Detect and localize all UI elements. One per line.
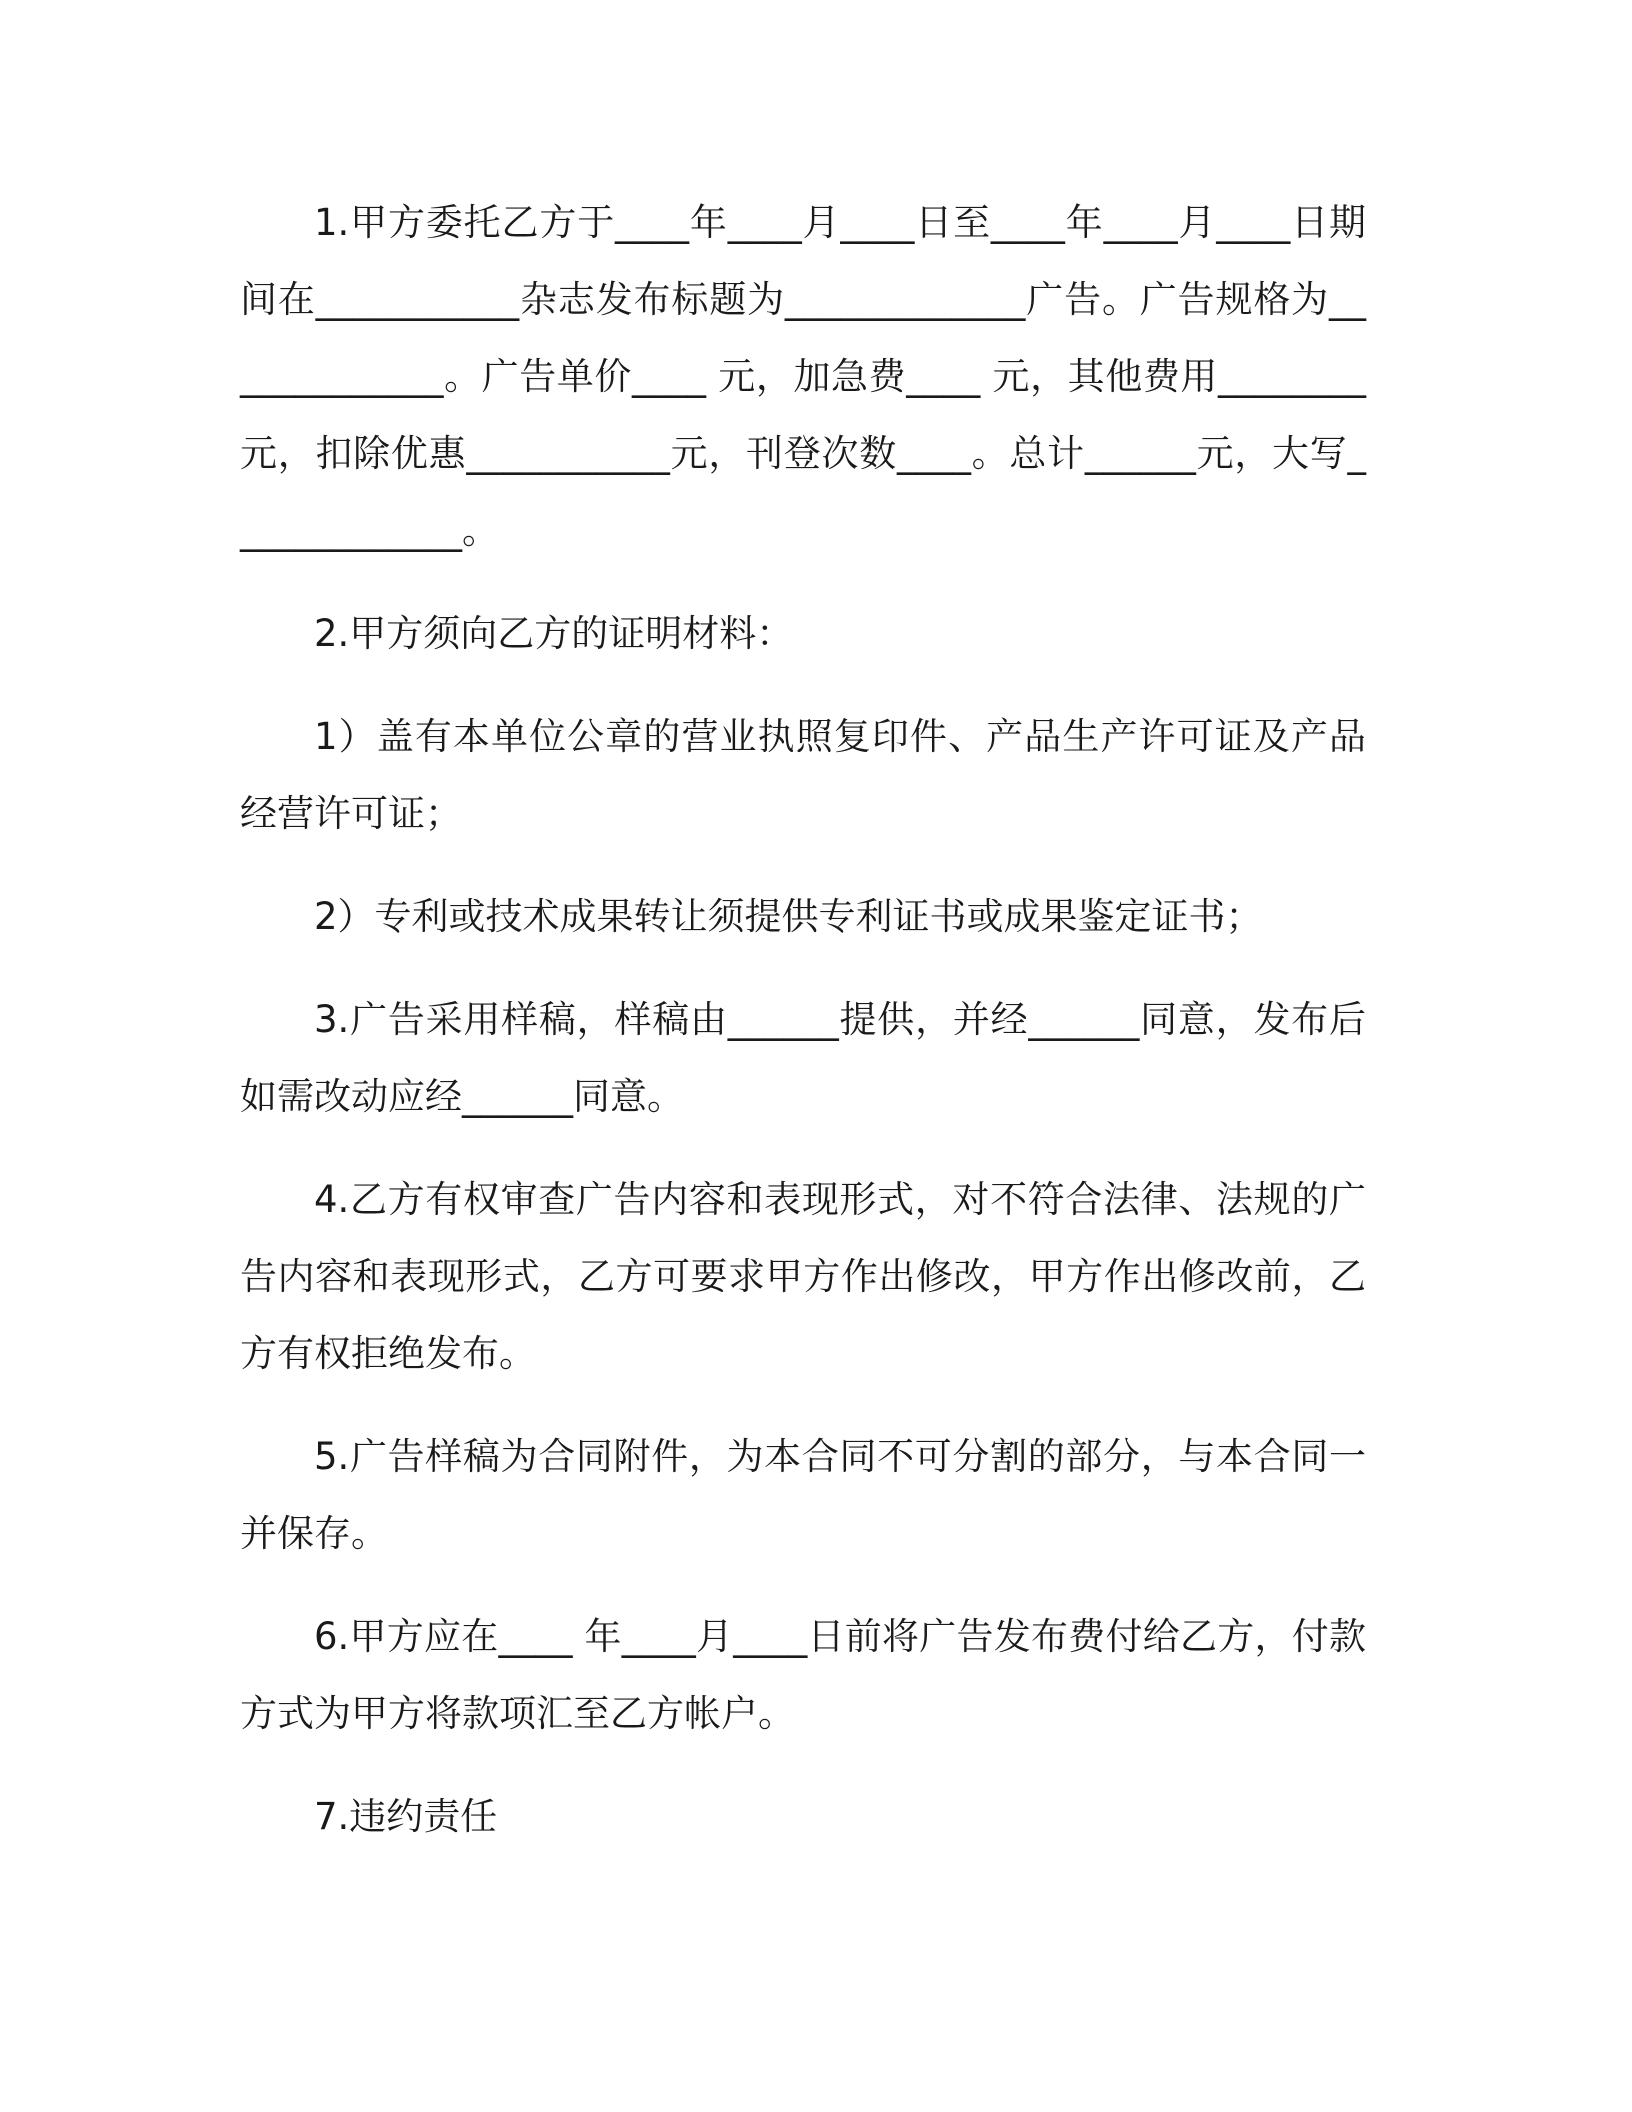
clause-1-paragraph: 1.甲方委托乙方于____年____月____日至____年____月____日期间在___________杂志发布标题为_____________广告。广告规格为_____________。广告单价____ 元，加急费____ 元，其他费用________元，扣除优惠___________元，刊登次数____。总计______元，大写_____________。 bbox=[240, 201, 1366, 552]
clause-4-paragraph: 4.乙方有权审查广告内容和表现形式，对不符合法律、法规的广告内容和表现形式，乙方可要求甲方作出修改，甲方作出修改前，乙方有权拒绝发布。 bbox=[240, 1178, 1366, 1375]
clause-3-paragraph: 3.广告采用样稿，样稿由______提供，并经______同意，发布后如需改动应经______同意。 bbox=[240, 998, 1366, 1118]
document-body bbox=[240, 184, 1366, 1855]
clause-7-heading: 7.违约责任 bbox=[314, 1795, 498, 1838]
clause-2-paragraph: 2.甲方须向乙方的证明材料： bbox=[314, 612, 794, 655]
clause-2-item-1: 1）盖有本单位公章的营业执照复印件、产品生产许可证及产品经营许可证； bbox=[240, 715, 1366, 835]
clause-6-paragraph: 6.甲方应在____ 年____月____日前将广告发布费付给乙方，付款方式为甲方将款项汇至乙方帐户。 bbox=[240, 1615, 1366, 1735]
clause-2-item-2: 2）专利或技术成果转让须提供专利证书或成果鉴定证书； bbox=[314, 895, 1263, 938]
clause-5-paragraph: 5.广告样稿为合同附件，为本合同不可分割的部分，与本合同一并保存。 bbox=[240, 1435, 1366, 1555]
